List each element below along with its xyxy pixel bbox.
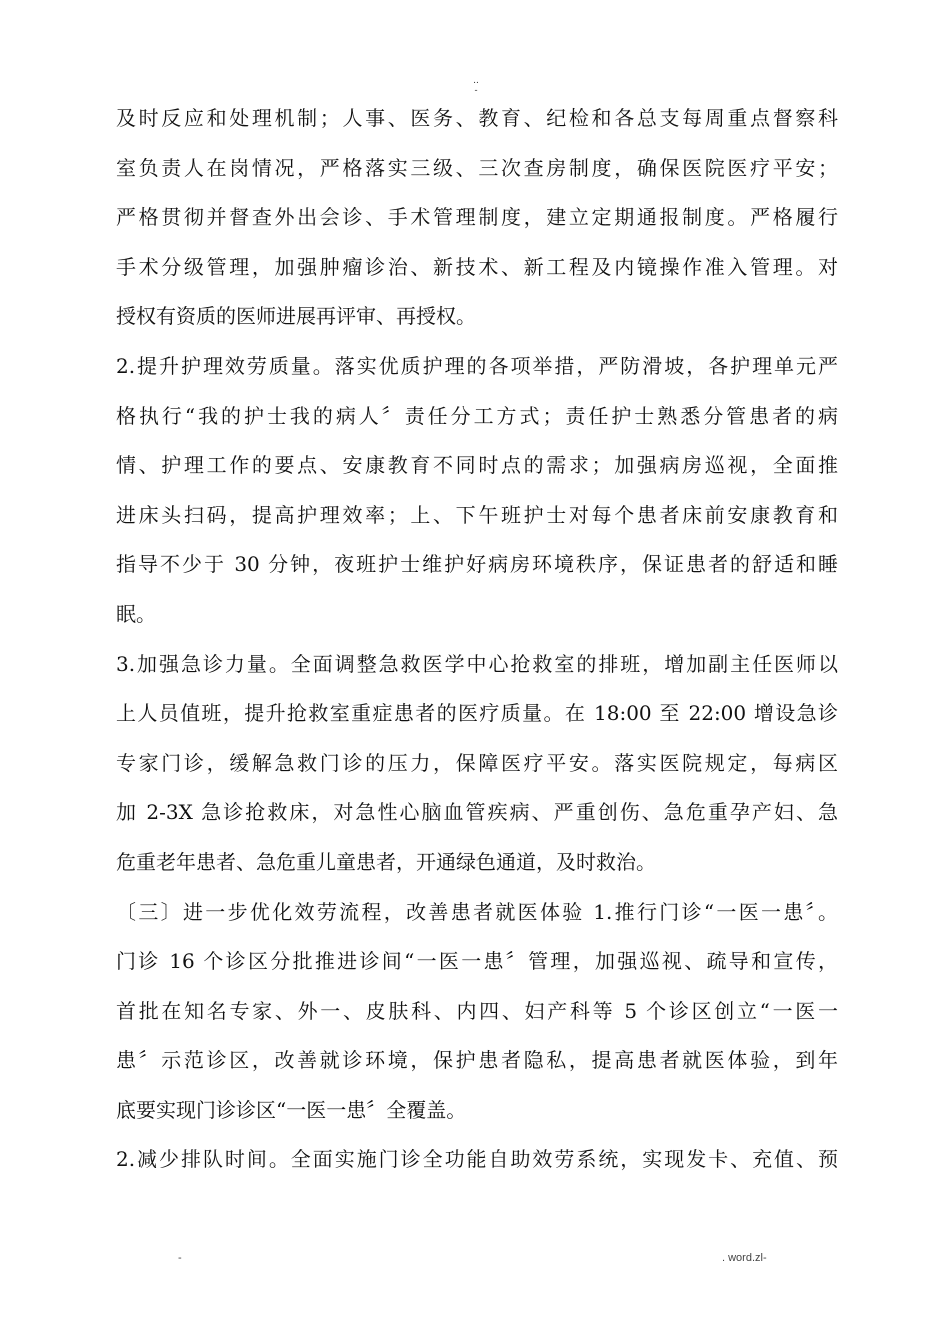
text-line: 室负责人在岗情况，严格落实三级、三次查房制度，确保医院医疗平安； bbox=[116, 155, 838, 180]
text-line: 3.加强急诊力量。全面调整急救医学中心抢救室的排班，增加副主任医师以 bbox=[116, 651, 838, 676]
text-line: 情、护理工作的要点、安康教育不同时点的需求；加强病房巡视，全面推 bbox=[116, 453, 838, 478]
header-mark-dash: - bbox=[474, 86, 478, 96]
text-line: 患〞示范诊区，改善就诊环境，保护患者隐私，提高患者就医体验，到年 bbox=[116, 1048, 838, 1073]
text-line: 底要实现门诊诊区“一医一患〞全覆盖。 bbox=[116, 1097, 467, 1122]
text-line: 加 2-3X 急诊抢救床，对急性心脑血管疾病、严重创伤、急危重孕产妇、急 bbox=[116, 800, 838, 825]
text-line: 格执行“我的护士我的病人〞责任分工方式；责任护士熟悉分管患者的病 bbox=[116, 403, 838, 428]
text-line: 〔三〕进一步优化效劳流程，改善患者就医体验 1.推行门诊“一医一患〞。 bbox=[116, 899, 838, 924]
text-line: 及时反应和处理机制；人事、医务、教育、纪检和各总支每周重点督察科 bbox=[116, 106, 838, 130]
text-line: 手术分级管理，加强肿瘤诊治、新技术、新工程及内镜操作准入管理。对 bbox=[116, 254, 838, 279]
text-line: 进床头扫码，提高护理效率；上、下午班护士对每个患者床前安康教育和 bbox=[116, 502, 838, 527]
header-mark-dots: .. bbox=[473, 76, 479, 86]
text-line: 2.提升护理效劳质量。落实优质护理的各项举措，严防滑坡，各护理单元严 bbox=[116, 353, 838, 378]
text-line: 上人员值班，提升抢救室重症患者的医疗质量。在 18:00 至 22:00 增设急诊 bbox=[116, 701, 838, 726]
text-line: 眠。 bbox=[116, 601, 156, 626]
footer-watermark: . word.zl- bbox=[722, 1252, 767, 1264]
text-line: 指导不少于 30 分钟，夜班护士维护好病房环境秩序，保证患者的舒适和睡 bbox=[116, 552, 838, 577]
text-line: 危重老年患者、急危重儿童患者，开通绿色通道，及时救治。 bbox=[116, 849, 656, 874]
footer-left-mark: - bbox=[178, 1252, 182, 1264]
text-line: 首批在知名专家、外一、皮肤科、内四、妇产科等 5 个诊区创立“一医一 bbox=[116, 998, 838, 1023]
header-mark bbox=[468, 76, 484, 96]
text-line: 门诊 16 个诊区分批推进诊间“一医一患〞管理，加强巡视、疏导和宣传， bbox=[116, 949, 838, 974]
text-line: 授权有资质的医师进展再评审、再授权。 bbox=[116, 304, 476, 329]
text-line: 2.减少排队时间。全面实施门诊全功能自助效劳系统，实现发卡、充值、预 bbox=[116, 1147, 838, 1172]
text-line: 严格贯彻并督查外出会诊、手术管理制度，建立定期通报制度。严格履行 bbox=[116, 205, 838, 230]
text-line: 专家门诊，缓解急救门诊的压力，保障医疗平安。落实医院规定，每病区 bbox=[116, 750, 838, 775]
document-body bbox=[116, 94, 838, 1185]
